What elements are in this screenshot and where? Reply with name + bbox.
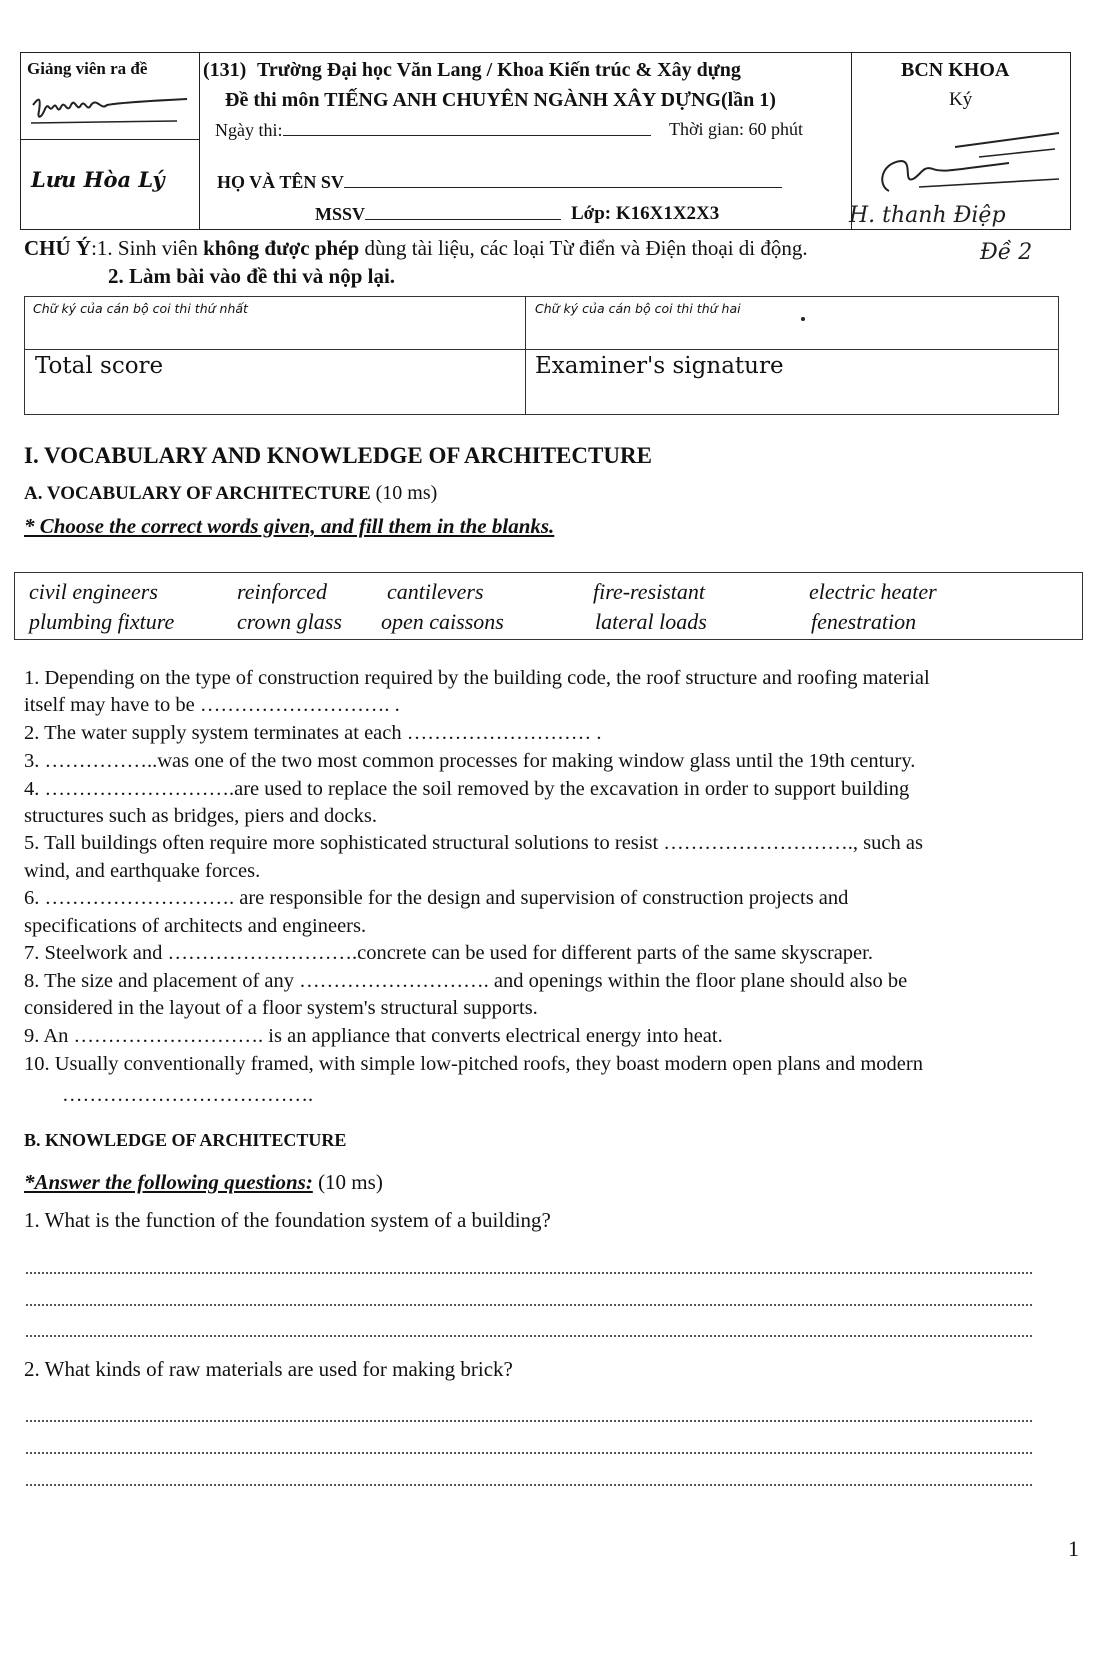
note-number: 2. [108, 264, 129, 288]
word-bank-item: civil engineers [29, 579, 158, 604]
student-id-label: MSSV [315, 204, 366, 224]
exam-date-label: Ngày thi: [215, 120, 283, 140]
question-line: 7. Steelwork and ……………………….concrete can be used for different parts of the same skyscraper. [24, 942, 873, 964]
part-a-heading: A. VOCABULARY OF ARCHITECTURE [24, 483, 371, 504]
part-a-marks: (10 ms) [370, 482, 438, 504]
answer-line[interactable] [26, 1272, 1032, 1274]
question-line: 4. ……………………….are used to replace the soil removed by the excavation in order to support building [24, 778, 910, 800]
class-label: Lớp: K16X1X2X3 [571, 203, 720, 224]
total-score-label: Total score [35, 353, 164, 379]
note-line-2 [108, 264, 395, 289]
note-text: :1. Sinh viên [91, 236, 204, 260]
question-line: 3. ……………..was one of the two most common processes for making window glass until the 19th century. [24, 750, 916, 772]
part-b-question-1: 1. What is the function of the foundation system of a building? [24, 1208, 551, 1232]
header-divider [21, 139, 199, 140]
part-b-question-2: 2. What kinds of raw materials are used for making brick? [24, 1357, 513, 1381]
lecturer-signature [27, 83, 193, 143]
answer-line[interactable] [26, 1452, 1032, 1454]
student-name-blank[interactable] [344, 171, 782, 188]
question-line: 6. ………………………. are responsible for the design and supervision of construction projects and [24, 887, 849, 909]
exam-duration: Thời gian: 60 phút [669, 119, 804, 139]
word-bank-item: electric heater [809, 579, 937, 604]
word-bank-item: fenestration [811, 609, 917, 634]
exam-version-handwritten: Đề 2 [980, 240, 1033, 265]
score-table [24, 296, 1059, 415]
note-emphasis: không được phép [203, 236, 360, 260]
school-name: Trường Đại học Văn Lang / Khoa Kiến trúc & Xây dựng [257, 59, 741, 81]
answer-line[interactable] [26, 1484, 1032, 1486]
lecturer-name: Lưu Hòa Lý [31, 167, 165, 192]
word-bank-item: plumbing fixture [29, 609, 175, 634]
question-line: structures such as bridges, piers and docks. [24, 805, 377, 827]
word-bank-item: crown glass [237, 609, 342, 634]
lecturer-label: Giảng viên ra đề [27, 59, 148, 78]
exam-date [215, 119, 651, 141]
score-divider [525, 297, 526, 414]
question-line: 9. An ………………………. is an appliance that converts electrical energy into heat. [24, 1025, 723, 1047]
word-bank [14, 572, 1083, 640]
question-line: 1. Depending on the type of construction required by the building code, the roof structure and roofing material [24, 667, 930, 689]
exam-code: (131) [203, 59, 247, 81]
part-a-title [24, 482, 437, 505]
part-a-instruction: * Choose the correct words given, and fill them in the blanks. [24, 514, 555, 538]
header-divider [199, 53, 200, 229]
word-bank-item: cantilevers [387, 579, 484, 604]
date-blank[interactable] [283, 119, 651, 136]
question-line: wind, and earthquake forces. [24, 860, 261, 882]
question-line: considered in the layout of a floor system's structural supports. [24, 997, 538, 1019]
student-name-field [217, 171, 782, 193]
question-line: ………………………………. [62, 1084, 314, 1106]
invigilator-2-label: Chữ ký của cán bộ coi thi thứ hai [535, 301, 741, 316]
invigilator-1-label: Chữ ký của cán bộ coi thi thứ nhất [33, 301, 248, 316]
part-b-title: B. KNOWLEDGE OF ARCHITECTURE [24, 1130, 347, 1150]
board-signer-handwritten: H. thanh Điệp [849, 203, 1006, 228]
note-prefix: CHÚ Ý [24, 236, 92, 260]
question-line: itself may have to be ………………………. . [24, 694, 400, 716]
exam-header-table [20, 52, 1071, 230]
answer-line[interactable] [26, 1420, 1032, 1422]
question-line: 8. The size and placement of any ………………………. and openings within the floor plane should also be [24, 970, 908, 992]
part-b-instruction-line [24, 1170, 383, 1195]
question-line: 5. Tall buildings often require more sophisticated structural solutions to resist ………………………., such as [24, 832, 923, 854]
ink-dot [801, 317, 805, 321]
student-name-label: HỌ VÀ TÊN SV [217, 172, 344, 192]
part-b-instruction: *Answer the following questions: [24, 1170, 313, 1194]
part-b-marks: (10 ms) [312, 1170, 383, 1194]
student-id-field [315, 203, 561, 225]
word-bank-item: reinforced [237, 579, 328, 604]
note-line-1 [24, 236, 808, 261]
word-bank-item: open caissons [381, 609, 504, 634]
question-line: 10. Usually conventionally framed, with simple low-pitched roofs, they boast modern open plans and modern [24, 1053, 923, 1075]
sign-label: Ký [949, 89, 973, 110]
board-label: BCN KHOA [901, 59, 1010, 81]
student-id-blank[interactable] [365, 203, 561, 220]
exam-title: Đề thi môn TIẾNG ANH CHUYÊN NGÀNH XÂY DỰNG(lần 1) [225, 89, 776, 111]
word-bank-item: lateral loads [595, 609, 707, 634]
word-bank-item: fire-resistant [593, 579, 706, 604]
question-line: 2. The water supply system terminates at each ……………………… . [24, 722, 602, 744]
section-1-title: I. VOCABULARY AND KNOWLEDGE OF ARCHITECTURE [24, 443, 652, 468]
examiner-signature-label: Examiner's signature [535, 353, 784, 379]
page-number: 1 [1068, 1536, 1079, 1561]
score-divider [25, 349, 1058, 350]
note-text: Làm bài vào đề thi và nộp lại. [129, 264, 396, 288]
answer-line[interactable] [26, 1304, 1032, 1306]
question-line: specifications of architects and engineers. [24, 915, 367, 937]
answer-line[interactable] [26, 1335, 1032, 1337]
note-text: dùng tài liệu, các loại Từ điển và Điện thoại di động. [359, 236, 808, 260]
